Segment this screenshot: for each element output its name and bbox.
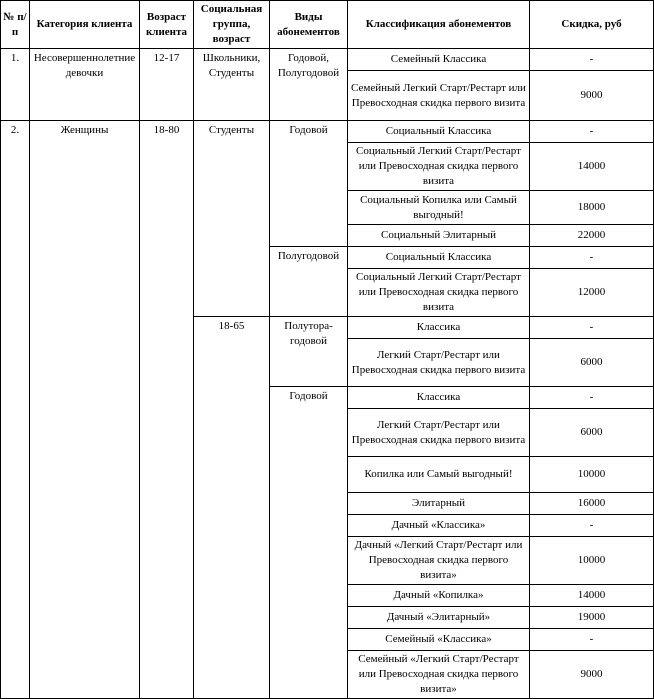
classification: Дачный «Легкий Старт/Рестарт или Превосходная скидка первого визита» [348,537,530,585]
discount: 16000 [530,493,654,515]
header-discount: Скидка, руб [530,1,654,49]
discount: 22000 [530,225,654,247]
social-group: 18-65 [194,317,270,699]
classification: Легкий Старт/Рестарт или Превосходная скидка первого визита [348,339,530,387]
discount: - [530,629,654,651]
discount: 6000 [530,339,654,387]
classification: Дачный «Элитарный» [348,607,530,629]
social-group: Школьники, Студенты [194,49,270,121]
row-num: 2. [1,121,30,699]
classification: Легкий Старт/Рестарт или Превосходная скидка первого визита [348,409,530,457]
social-group: Студенты [194,121,270,317]
classification: Семейный «Легкий Старт/Рестарт или Превосходная скидка первого визита» [348,651,530,699]
classification: Дачный «Копилка» [348,585,530,607]
table-row [1,121,654,143]
discount: - [530,515,654,537]
classification: Социальный Копилка или Самый выгодный! [348,191,530,225]
classification: Семейный Легкий Старт/Рестарт или Превосходная скидка первого визита [348,71,530,121]
discount: 10000 [530,457,654,493]
table-row [1,49,654,71]
header-age: Возраст клиента [140,1,194,49]
discount: 6000 [530,409,654,457]
subscription-kind: Полугодовой [270,247,348,317]
header-num: № п/п [1,1,30,49]
classification: Копилка или Самый выгодный! [348,457,530,493]
subscription-kind: Годовой, Полугодовой [270,49,348,121]
classification: Семейный Классика [348,49,530,71]
client-category: Женщины [30,121,140,699]
row-num: 1. [1,49,30,121]
classification: Классика [348,317,530,339]
client-age: 18-80 [140,121,194,699]
discount: 10000 [530,537,654,585]
classification: Элитарный [348,493,530,515]
client-category: Несовершеннолетние девочки [30,49,140,121]
discount: 14000 [530,143,654,191]
classification: Социальный Легкий Старт/Рестарт или Превосходная скидка первого визита [348,269,530,317]
discount: 19000 [530,607,654,629]
discount: - [530,121,654,143]
classification: Социальный Классика [348,121,530,143]
subscription-kind: Годовой [270,387,348,699]
header-category: Категория клиента [30,1,140,49]
discount: 14000 [530,585,654,607]
discount: 9000 [530,651,654,699]
subscription-kind: Годовой [270,121,348,247]
discount: 12000 [530,269,654,317]
header-subscription-kind: Виды абонементов [270,1,348,49]
classification: Дачный «Классика» [348,515,530,537]
discount: 9000 [530,71,654,121]
discount: - [530,317,654,339]
classification: Социальный Легкий Старт/Рестарт или Превосходная скидка первого визита [348,143,530,191]
header-classification: Классификация абонементов [348,1,530,49]
client-age: 12-17 [140,49,194,121]
subscription-kind: Полутора-годовой [270,317,348,387]
classification: Социальный Классика [348,247,530,269]
header-social-group: Социальная группа, возраст [194,1,270,49]
discount: - [530,247,654,269]
classification: Семейный «Классика» [348,629,530,651]
classification: Классика [348,387,530,409]
discount: - [530,387,654,409]
classification: Социальный Элитарный [348,225,530,247]
discount: 18000 [530,191,654,225]
header-row [1,1,654,49]
discount: - [530,49,654,71]
